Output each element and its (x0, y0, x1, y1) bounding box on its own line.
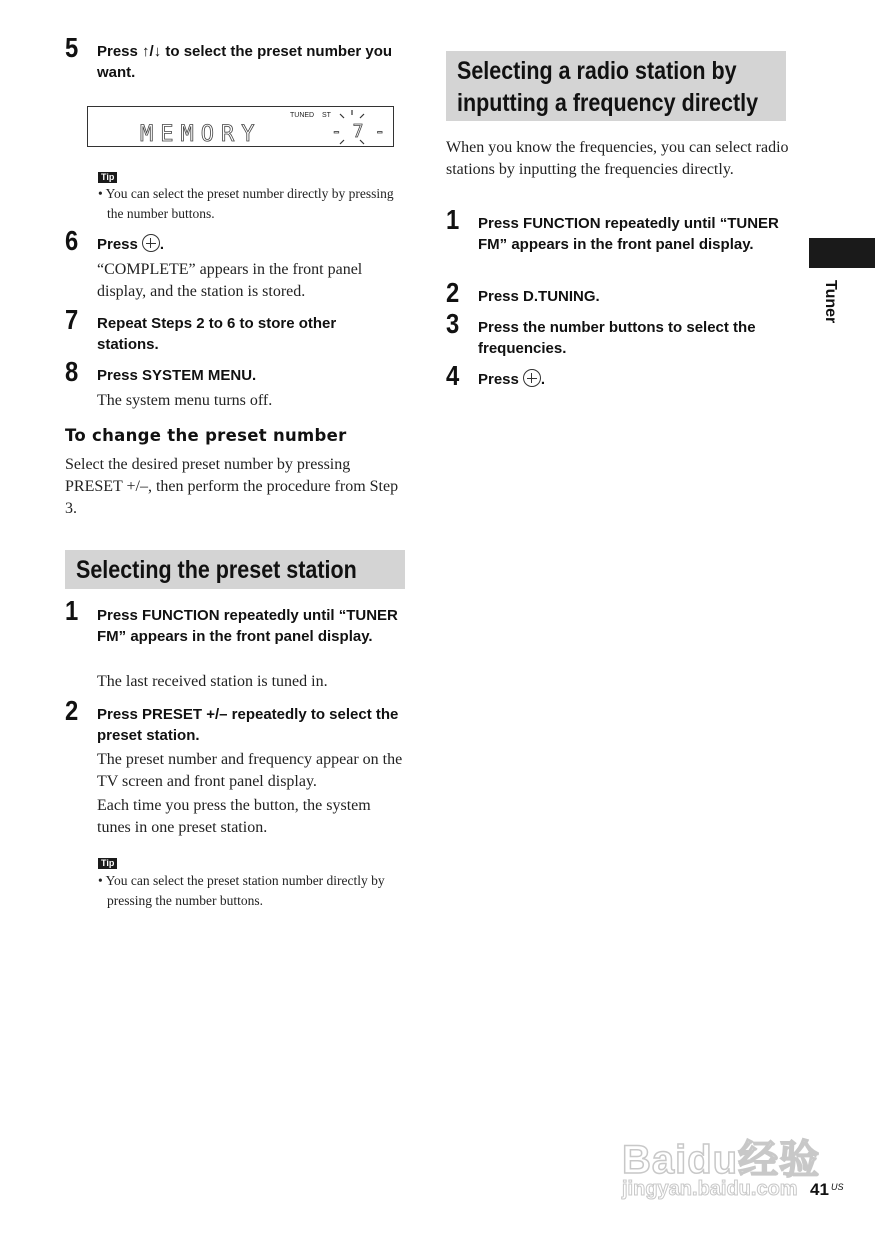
enter-button-icon (142, 234, 160, 252)
page-region-suffix: US (831, 1182, 844, 1192)
frequency-step-2-instruction: Press D.TUNING. (478, 288, 600, 305)
side-tab-label: Tuner (822, 280, 839, 324)
display-tuned-label: TUNED (290, 112, 315, 119)
front-panel-display (87, 106, 394, 147)
side-tab-marker (809, 238, 875, 268)
preset-step-1-instruction: Press FUNCTION repeatedly until “TUNER FM” appears in the front panel display. (97, 607, 398, 645)
frequency-step-1-number: 1 (446, 204, 460, 235)
step-8-instruction: Press SYSTEM MENU. (97, 367, 257, 384)
step-5-instruction: Press ↑/↓ to select the preset number you want. (97, 43, 393, 81)
display-st-label: ST (322, 112, 331, 119)
preset-step-1-body: The last received station is tuned in. (97, 673, 328, 690)
step-7-number: 7 (65, 304, 79, 335)
frequency-section-heading-line-1: Selecting a radio station by (457, 57, 737, 85)
tip-badge-1: Tip (98, 172, 117, 183)
frequency-step-4-instruction (478, 369, 788, 390)
frequency-step-1-instruction: Press FUNCTION repeatedly until “TUNER FM” appears in the front panel display. (478, 215, 779, 253)
frequency-intro: When you know the frequencies, you can select radio stations by inputting the frequencies directly. (446, 139, 789, 178)
display-main-text: MEMORY (140, 122, 262, 146)
step-8-body: The system menu turns off. (97, 392, 273, 409)
frequency-step-2-number: 2 (446, 277, 460, 308)
change-preset-heading: To change the preset number (65, 426, 347, 445)
display-preset-text: - 7 - (331, 121, 386, 142)
preset-step-2-body-2: Each time you press the button, the system tunes in one preset station. (97, 797, 371, 836)
step-6-number: 6 (65, 225, 79, 256)
tip-text-2: • You can select the preset station number directly by pressing the number buttons. (98, 873, 385, 908)
step-6-instruction-text: Press (97, 236, 138, 253)
step-5-number: 5 (65, 32, 79, 63)
frequency-step-4-number: 4 (446, 360, 460, 391)
frequency-step-4-instruction-end: . (540, 371, 546, 388)
tip-badge-2: Tip (98, 858, 117, 869)
preset-section-heading: Selecting the preset station (76, 556, 357, 584)
frequency-step-3-number: 3 (446, 308, 460, 339)
change-preset-body: Select the desired preset number by pressing PRESET +/–, then perform the procedure from Step 3. (65, 456, 399, 517)
page-number: 41 (810, 1180, 829, 1199)
frequency-step-3-instruction: Press the number buttons to select the frequencies. (478, 319, 756, 357)
step-7-instruction: Repeat Steps 2 to 6 to store other stations. (97, 315, 337, 353)
step-6-instruction-end: . (159, 236, 165, 253)
step-6-body: “COMPLETE” appears in the front panel display, and the station is stored. (97, 261, 363, 300)
watermark-logo-text: Baidu经验 (622, 1138, 821, 1182)
display-graphic (88, 107, 393, 146)
preset-step-1-number: 1 (65, 595, 79, 626)
step-6-instruction (97, 234, 407, 255)
enter-button-icon (523, 369, 541, 387)
frequency-step-4-instruction-text: Press (478, 371, 519, 388)
preset-step-2-number: 2 (65, 695, 79, 726)
tip-text-1: • You can select the preset number directly by pressing the number buttons. (98, 186, 394, 221)
preset-step-2-body-1: The preset number and frequency appear on the TV screen and front panel display. (97, 751, 403, 790)
watermark-url: jingyan.baidu.com (622, 1178, 798, 1200)
preset-step-2-instruction: Press PRESET +/– repeatedly to select the preset station. (97, 706, 399, 744)
frequency-section-heading-line-2: inputting a frequency directly (457, 89, 759, 117)
step-8-number: 8 (65, 356, 79, 387)
